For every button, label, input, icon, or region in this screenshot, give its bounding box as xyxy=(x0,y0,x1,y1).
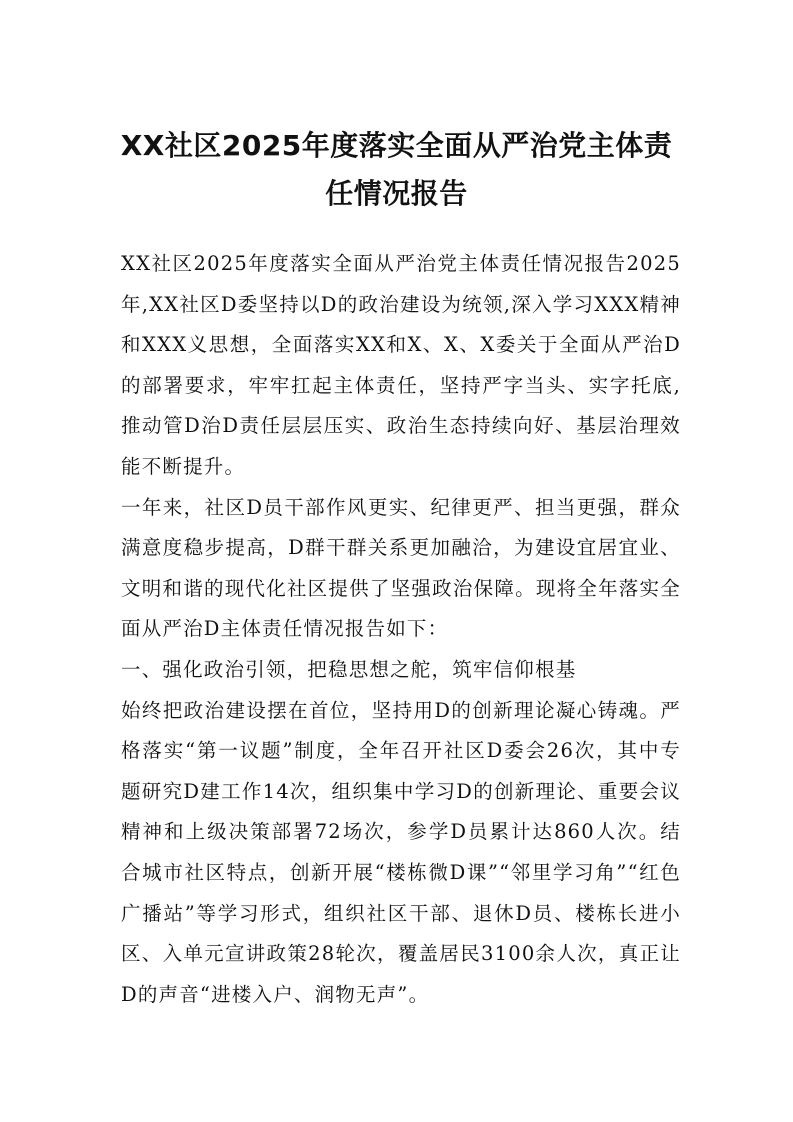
document-title xyxy=(110,122,683,218)
paragraph-section-1: 始终把政治建设摆在首位，坚持用D的创新理论凝心铸魂。严格落实“第一议题”制度，全年召开社区D委会26次，其中专题研究D建工作14次，组织集中学习D的创新理论、重要会议精神和上级决策部署72场次，参学D员累计达860人次。结合城市社区特点，创新开展“楼栋微D课”“邻里学习角”“红色广播站”等学习形式，组织社区干部、退休D员、楼栋长进小区、入单元宣讲政策28轮次，覆盖居民3100余人次，真正让D的声音“进楼入户、润物无声”。 xyxy=(121,698,681,1006)
title-line-2: 任情况报告 xyxy=(325,177,468,210)
section-heading-1: 一、强化政治引领，把稳思想之舵，筑牢信仰根基 xyxy=(121,657,577,681)
document-body xyxy=(121,244,681,1015)
paragraph-summary: 一年来，社区D员干部作风更实、纪律更严、担当更强，群众满意度稳步提高，D群干群关系更加融洽，为建设宜居宜业、文明和谐的现代化社区提供了坚强政治保障。现将全年落实全面从严治D主体责任情况报告如下： xyxy=(121,495,681,641)
paragraph-intro: XX社区2025年度落实全面从严治党主体责任情况报告2025年,XX社区D委坚持以D的政治建设为统领,深入学习XXX精神和XXX义思想，全面落实XX和X、X、X委关于全面从严治D的部署要求，牢牢扛起主体责任，坚持严字当头、实字托底,推动管D治D责任层层压实、政治生态持续向好、基层治理效能不断提升。 xyxy=(121,252,681,478)
title-line-1: XX社区2025年度落实全面从严治党主体责 xyxy=(120,129,673,162)
